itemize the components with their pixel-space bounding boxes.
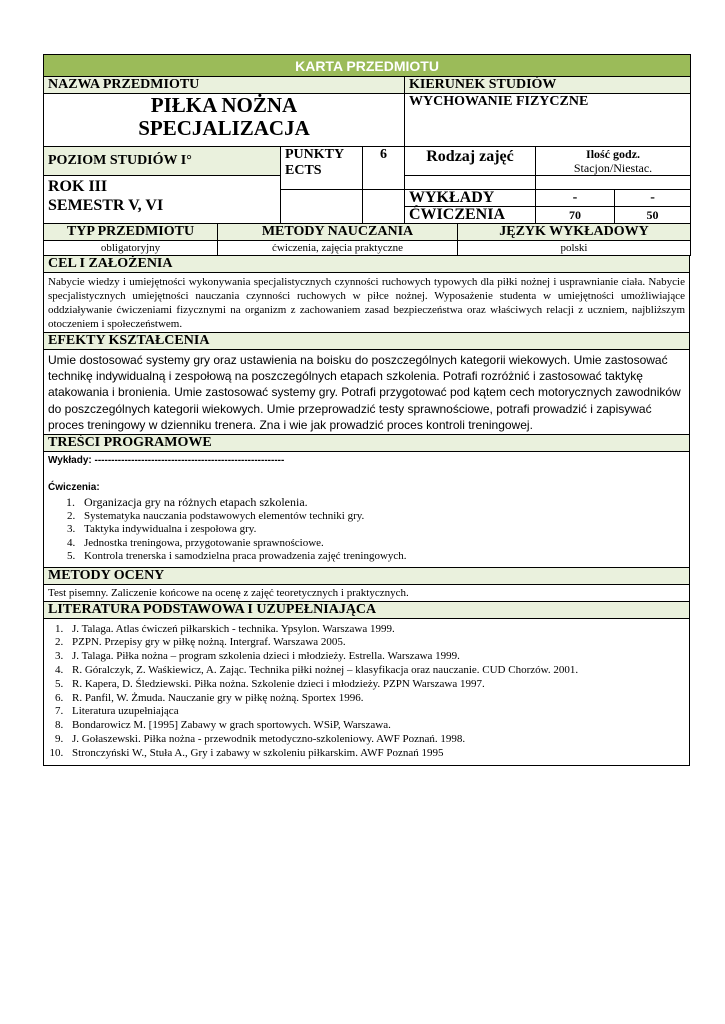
hours-label: Ilość godz.: [586, 147, 641, 161]
list-item: 1. Organizacja gry na różnych etapach szkolenia.: [78, 496, 685, 510]
list-item: 7. Literatura uzupełniająca: [66, 705, 685, 719]
type-table: [43, 223, 691, 256]
direction-value: WYCHOWANIE FIZYCZNE: [405, 94, 691, 147]
methods-label: METODY NAUCZANIA: [218, 224, 458, 241]
course-name-line1: PIŁKA NOŻNA: [150, 93, 298, 117]
study-level-label: POZIOM STUDIÓW I°: [44, 147, 281, 176]
list-item: 5. R. Kapera, D. Śledziewski. Piłka nożna. Szkolenie dzieci i młodzieży. PZPN Warszawa 1997.: [66, 678, 685, 692]
list-item: 1. J. Talaga. Atlas ćwiczeń piłkarskich - technika. Ypsylon. Warszawa 1999.: [66, 623, 685, 637]
course-name: [44, 94, 405, 147]
course-name-label: NAZWA PRZEDMIOTU: [44, 77, 405, 94]
content-exercises-heading: Ćwiczenia:: [48, 482, 100, 494]
list-item: 4. R. Góralczyk, Z. Waśkiewicz, A. Zając. Technika piłki nożnej – klasyfikacja oraz nauczanie. CUD Chorzów. 2001.: [66, 664, 685, 678]
lectures-stationary: -: [536, 190, 615, 207]
course-info-table: [43, 54, 691, 224]
type-label: TYP PRZEDMIOTU: [44, 224, 218, 241]
content-title: TREŚCI PROGRAMOWE: [44, 435, 690, 452]
list-item: 9. J. Gołaszewski. Piłka nożna - przewodnik metodyczno-szkoleniowy. AWF Poznań. 1998.: [66, 733, 685, 747]
card-title: KARTA PRZEDMIOTU: [44, 55, 691, 77]
lectures-label: WYKŁADY: [405, 190, 536, 207]
literature-title: LITERATURA PODSTAWOWA I UZUPEŁNIAJĄCA: [44, 601, 690, 618]
ects-label-line1: PUNKTY: [285, 147, 345, 162]
sections-table: [43, 255, 690, 766]
exercises-nonstationary: 50: [615, 207, 691, 224]
list-item: 2. PZPN. Przepisy gry w piłkę nożną. Intergraf. Warszawa 2005.: [66, 636, 685, 650]
effects-title: EFEKTY KSZTAŁCENIA: [44, 333, 690, 350]
methods-value: ćwiczenia, zajęcia praktyczne: [218, 241, 458, 256]
list-item: 10. Stronczyński W., Stuła A., Gry i zabawy w szkoleniu piłkarskim. AWF Poznań 1995: [66, 747, 685, 761]
list-item: 2. Systematyka nauczania podstawowych elementów techniki gry.: [78, 510, 685, 524]
ects-value: 6: [363, 147, 405, 190]
content-body: [44, 452, 690, 568]
list-item: 6. R. Panfil, W. Żmuda. Nauczanie gry w piłkę nożną. Sportex 1996.: [66, 692, 685, 706]
hours-header: [536, 147, 691, 176]
content-exercises-list: [48, 496, 685, 564]
goals-text: Nabycie wiedzy i umiejętności wykonywania specjalistycznych czynności ruchowych typowych dla piłki nożnej i usprawnianie ciała. Nabycie specjalistycznych umiejętności nauczania czynności ruchowych w piłce nożnej. Wyposażenie studenta w umiejętności umożliwiające oddziaływanie ćwiczeniami fizycznymi na organizm z zachowaniem zasad bezpieczeństwa oraz właściwych relacji z uczniem, najbliższym otoczeniem i społeczeństwem.: [44, 273, 690, 333]
effects-text: Umie dostosować systemy gry oraz ustawienia na boisku do poszczególnych kategorii wiekowych. Umie zastosować technikę indywidualną i zespołową na poszczególnych etapach szkolenia. Potrafi rozróżnić i zastosować taktykę atakowania i bronienia. Umie zastosować systemy gry. Potrafi przygotować pod kątem cech motorycznych zawodników do poszczególnych kategorii wiekowych. Umie przeprowadzić testy sprawnościowe, potrafi prowadzić i zapisywać proces treningowy w dzienniku trenera. Zna i wie jak prowadzić proces kontroli treningowej.: [44, 350, 690, 435]
hours-sub: Stacjon/Niestac.: [573, 161, 653, 175]
course-name-line2: SPECJALIZACJA: [138, 116, 310, 140]
goals-title: CEL I ZAŁOŻENIA: [44, 256, 690, 273]
exercises-stationary: 70: [536, 207, 615, 224]
year-semester: [44, 176, 281, 224]
literature-body: [44, 618, 690, 766]
list-item: 3. J. Talaga. Piłka nożna – program szkolenia dzieci i młodzieży. Estrella. Warszawa 1999.: [66, 650, 685, 664]
assessment-title: METODY OCENY: [44, 567, 690, 584]
type-value: obligatoryjny: [44, 241, 218, 256]
class-type-label: Rodzaj zajęć: [405, 147, 536, 176]
year: ROK III: [48, 178, 108, 195]
list-item: 8. Bondarowicz M. [1995] Zabawy w grach sportowych. WSiP, Warszawa.: [66, 719, 685, 733]
list-item: 3. Taktyka indywidualna i zespołowa gry.: [78, 523, 685, 537]
course-card: [43, 54, 690, 766]
lectures-nonstationary: -: [615, 190, 691, 207]
direction-label: KIERUNEK STUDIÓW: [405, 77, 691, 94]
list-item: 5. Kontrola trenerska i samodzielna praca prowadzenia zajęć treningowych.: [78, 550, 685, 564]
literature-list: [44, 623, 685, 761]
ects-label: [281, 147, 363, 190]
language-value: polski: [458, 241, 691, 256]
content-lectures-line: Wykłady: ---------------------------------------------------------: [48, 455, 285, 467]
language-label: JĘZYK WYKŁADOWY: [458, 224, 691, 241]
exercises-label: ĆWICZENIA: [405, 207, 536, 224]
list-item: 4. Jednostka treningowa, przygotowanie sprawnościowe.: [78, 537, 685, 551]
semester: SEMESTR V, VI: [48, 197, 164, 214]
assessment-text: Test pisemny. Zaliczenie końcowe na ocenę z zajęć teoretycznych i praktycznych.: [44, 584, 690, 601]
ects-label-line2: ECTS: [285, 163, 322, 178]
